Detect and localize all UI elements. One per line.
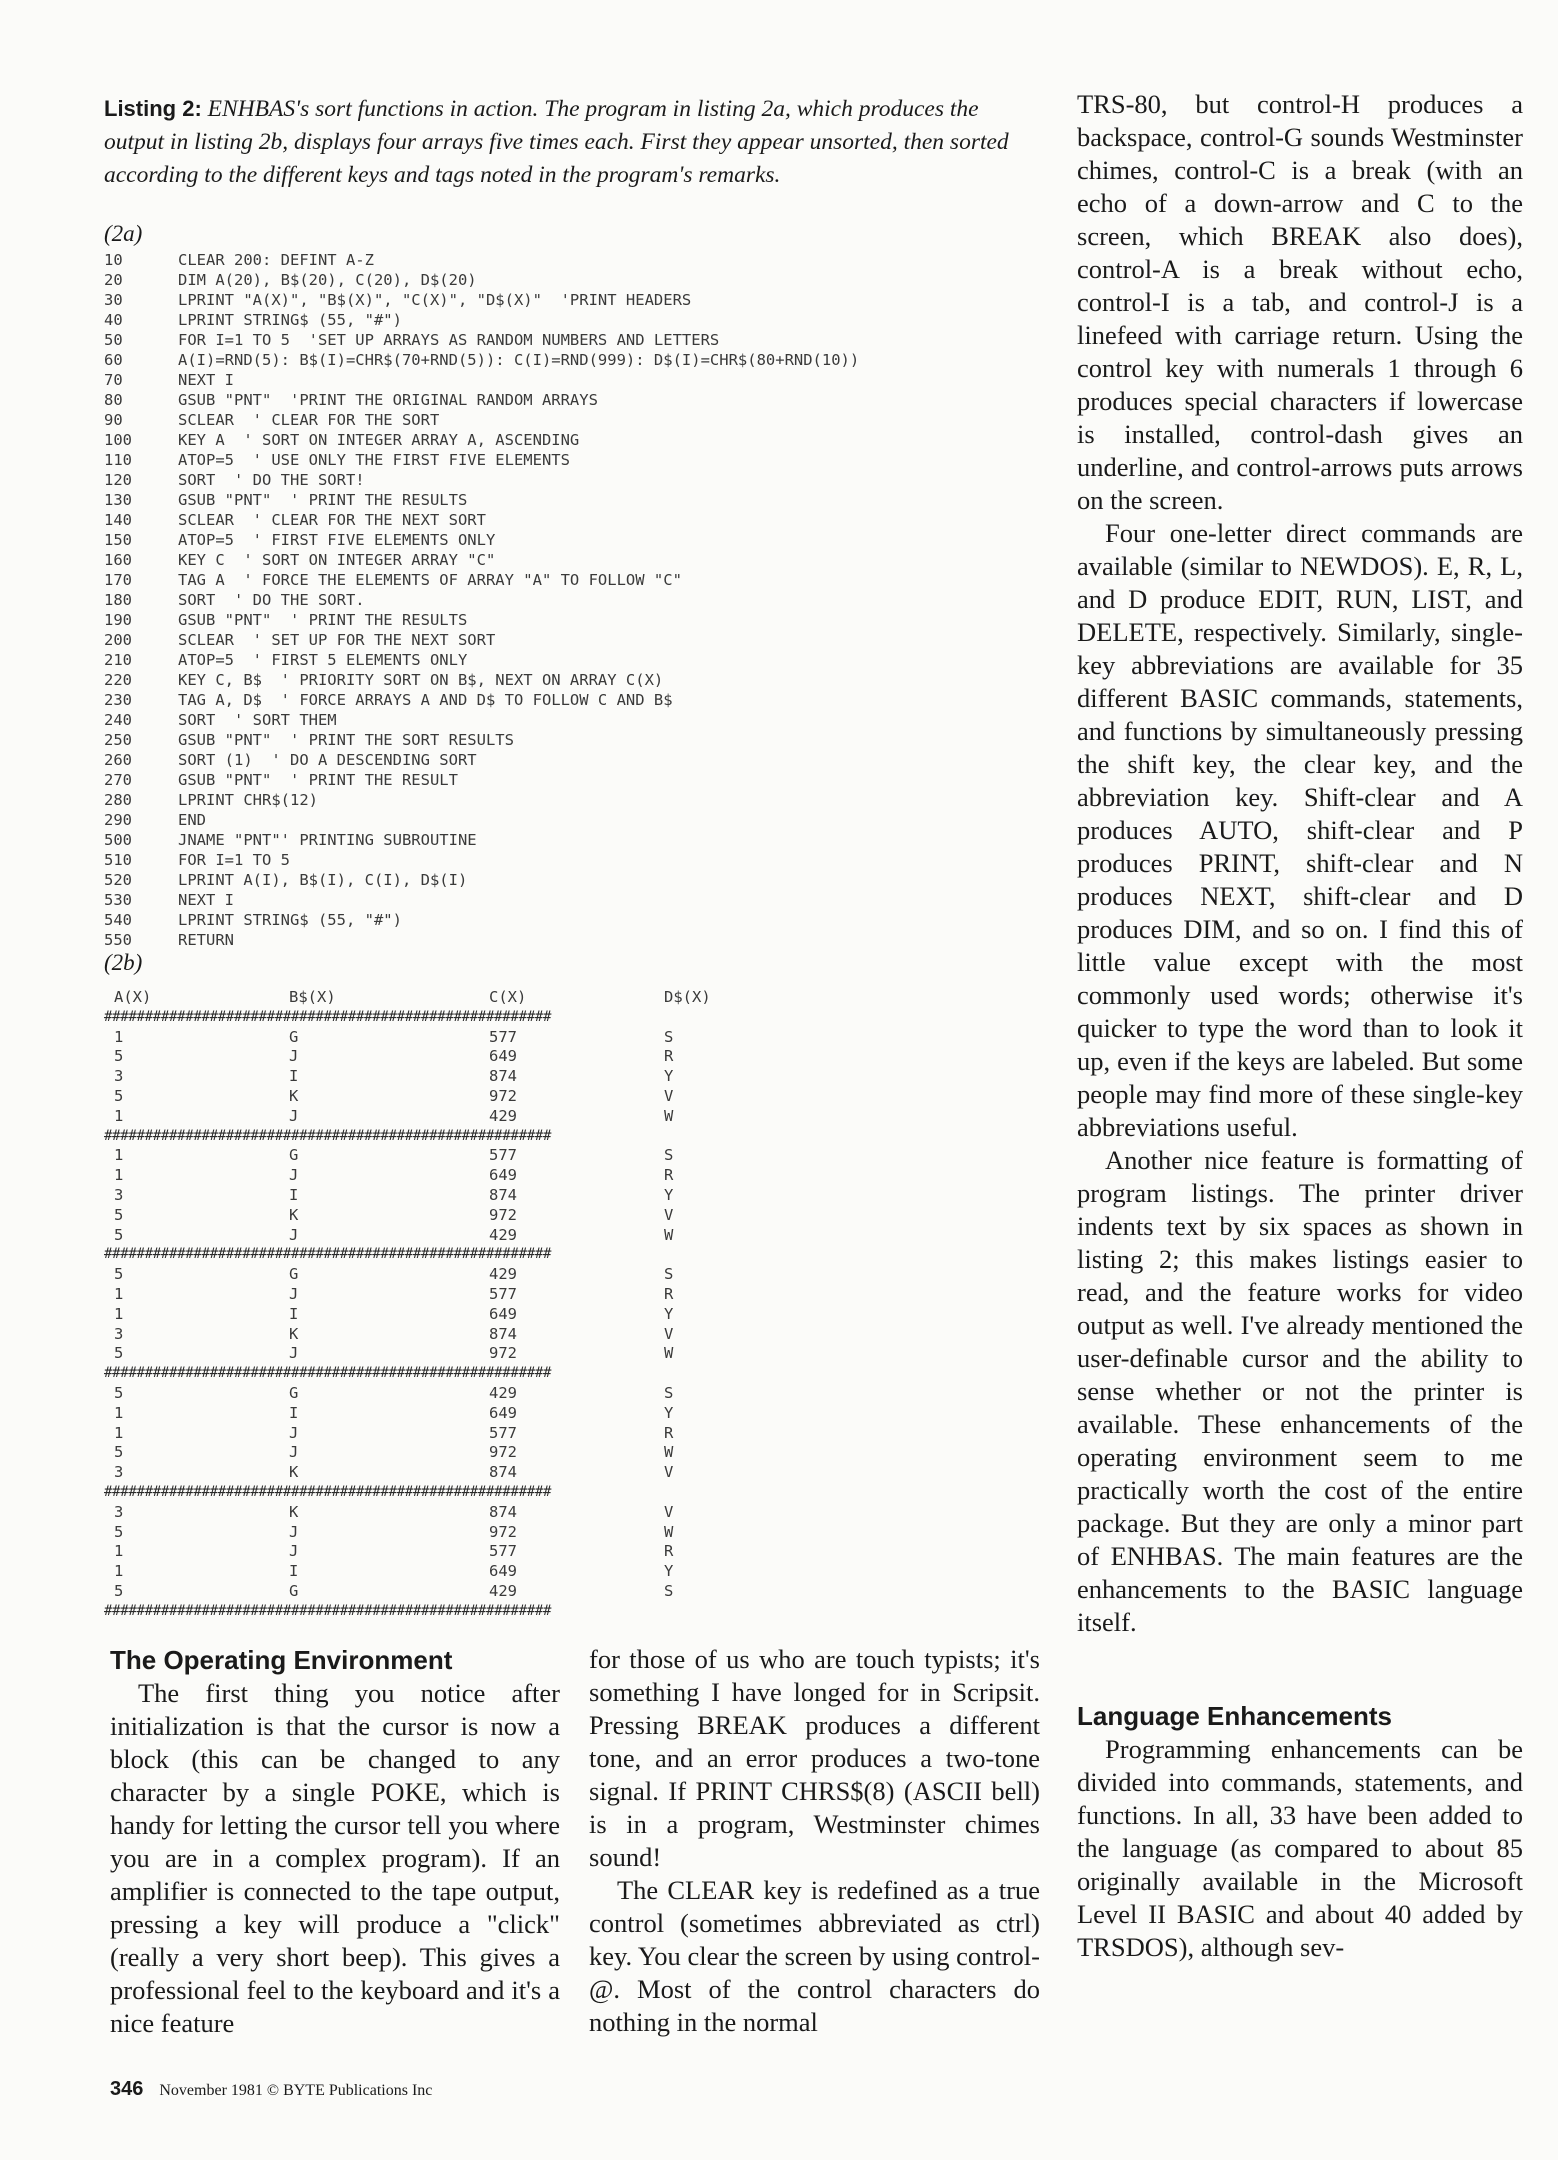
- output-cell: 577: [489, 1027, 517, 1046]
- code-line: [104, 330, 1020, 350]
- output-row: [104, 1047, 1020, 1067]
- output-cell: 429: [489, 1265, 517, 1284]
- output-row: [104, 1443, 1020, 1463]
- output-cell: 1: [114, 1166, 124, 1185]
- line-number: 50: [104, 331, 123, 349]
- code-text: END: [178, 811, 206, 829]
- output-cell: V: [664, 1502, 674, 1521]
- output-cell: 429: [489, 1106, 517, 1125]
- code-line: [104, 510, 1020, 530]
- output-cell: 874: [489, 1324, 517, 1343]
- code-line: [104, 550, 1020, 570]
- code-line: [104, 350, 1020, 370]
- caption-text: ENHBAS's sort functions in action. The program in listing 2a, which produces the output in listing 2b, displays four arrays five times each. First they appear unsorted, then sorted according to the different keys and tags noted in the program's remarks.: [104, 96, 1009, 188]
- output-cell: Y: [664, 1562, 674, 1581]
- code-line: [104, 290, 1020, 310]
- separator-line: #######################################################: [104, 1246, 552, 1263]
- output-row: [104, 988, 1020, 1008]
- code-text: NEXT I: [178, 891, 234, 909]
- code-line: [104, 910, 1020, 930]
- output-cell: S: [664, 1146, 674, 1165]
- line-number: 10: [104, 251, 123, 269]
- program-listing: [104, 250, 1020, 950]
- output-cell: 577: [489, 1284, 517, 1303]
- listing-2a-label: (2a): [104, 221, 143, 246]
- output-cell: 1: [114, 1106, 124, 1125]
- output-cell: A(X): [114, 988, 152, 1006]
- output-cell: 3: [114, 1185, 124, 1204]
- output-row: [104, 1028, 1020, 1048]
- code-line: [104, 850, 1020, 870]
- footer-text: November 1981 © BYTE Publications Inc: [159, 2082, 433, 2099]
- output-cell: C(X): [489, 988, 527, 1006]
- code-line: [104, 770, 1020, 790]
- output-row: [104, 1206, 1020, 1226]
- output-cell: Y: [664, 1185, 674, 1204]
- code-text: ATOP=5 ' FIRST FIVE ELEMENTS ONLY: [178, 531, 496, 549]
- code-text: LPRINT CHR$(12): [178, 791, 318, 809]
- output-cell: J: [289, 1284, 299, 1303]
- output-cell: 1: [114, 1562, 124, 1581]
- code-line: [104, 410, 1020, 430]
- line-number: 30: [104, 291, 123, 309]
- output-row: [104, 1463, 1020, 1483]
- column-3: [1077, 88, 1523, 1964]
- line-number: 60: [104, 351, 123, 369]
- line-number: 530: [104, 891, 132, 909]
- line-number: 240: [104, 711, 132, 729]
- output-cell: 5: [114, 1344, 124, 1363]
- output-cell: K: [289, 1086, 299, 1105]
- output-cell: K: [289, 1502, 299, 1521]
- line-number: 200: [104, 631, 132, 649]
- output-cell: 972: [489, 1205, 517, 1224]
- output-cell: 1: [114, 1284, 124, 1303]
- line-number: 180: [104, 591, 132, 609]
- output-cell: R: [664, 1047, 674, 1066]
- output-cell: D$(X): [664, 988, 711, 1006]
- code-line: [104, 430, 1020, 450]
- output-cell: J: [289, 1106, 299, 1125]
- line-number: 250: [104, 731, 132, 749]
- output-cell: R: [664, 1542, 674, 1561]
- output-cell: 5: [114, 1265, 124, 1284]
- output-cell: S: [664, 1383, 674, 1402]
- section-heading-operating-environment: The Operating Environment: [110, 1645, 453, 1675]
- output-row: [104, 1503, 1020, 1523]
- code-text: TAG A ' FORCE THE ELEMENTS OF ARRAY "A" TO FOLLOW "C": [178, 571, 682, 589]
- line-number: 210: [104, 651, 132, 669]
- code-line: [104, 870, 1020, 890]
- output-row: [104, 1166, 1020, 1186]
- output-row: [104, 1523, 1020, 1543]
- program-output: [104, 988, 1020, 1622]
- output-cell: J: [289, 1344, 299, 1363]
- output-row: [104, 1542, 1020, 1562]
- line-number: 90: [104, 411, 123, 429]
- output-cell: V: [664, 1086, 674, 1105]
- line-number: 40: [104, 311, 123, 329]
- output-cell: Y: [664, 1304, 674, 1323]
- output-cell: 5: [114, 1225, 124, 1244]
- output-cell: 972: [489, 1086, 517, 1105]
- line-number: 220: [104, 671, 132, 689]
- output-cell: S: [664, 1265, 674, 1284]
- listing-2b-label: (2b): [104, 950, 143, 975]
- code-text: SORT ' SORT THEM: [178, 711, 337, 729]
- output-cell: R: [664, 1423, 674, 1442]
- code-line: [104, 450, 1020, 470]
- output-cell: I: [289, 1067, 299, 1086]
- output-row: [104, 1562, 1020, 1582]
- code-line: [104, 810, 1020, 830]
- code-text: KEY A ' SORT ON INTEGER ARRAY A, ASCENDING: [178, 431, 580, 449]
- code-line: [104, 730, 1020, 750]
- line-number: 260: [104, 751, 132, 769]
- code-text: NEXT I: [178, 371, 234, 389]
- output-row: [104, 1305, 1020, 1325]
- line-number: 130: [104, 491, 132, 509]
- output-cell: 3: [114, 1067, 124, 1086]
- code-line: [104, 650, 1020, 670]
- output-cell: J: [289, 1522, 299, 1541]
- output-cell: G: [289, 1383, 299, 1402]
- code-line: [104, 250, 1020, 270]
- page-number: 346: [110, 2078, 144, 2100]
- output-cell: I: [289, 1185, 299, 1204]
- line-number: 70: [104, 371, 123, 389]
- output-cell: 874: [489, 1185, 517, 1204]
- output-cell: 429: [489, 1581, 517, 1600]
- paragraph: Programming enhancements can be divided into commands, statements, and functions. In all, 33 have been added to the language (as compared to about 85 originally available in the Microsoft Level II BASIC and about 40 added by TRSDOS), although sev-: [1077, 1734, 1523, 1962]
- output-cell: 972: [489, 1344, 517, 1363]
- code-line: [104, 370, 1020, 390]
- code-line: [104, 270, 1020, 290]
- code-text: FOR I=1 TO 5 'SET UP ARRAYS AS RANDOM NUMBERS AND LETTERS: [178, 331, 720, 349]
- output-cell: W: [664, 1106, 674, 1125]
- code-text: SCLEAR ' CLEAR FOR THE SORT: [178, 411, 440, 429]
- output-cell: 1: [114, 1403, 124, 1422]
- code-line: [104, 610, 1020, 630]
- output-cell: K: [289, 1205, 299, 1224]
- code-text: KEY C ' SORT ON INTEGER ARRAY "C": [178, 551, 496, 569]
- output-cell: G: [289, 1027, 299, 1046]
- output-cell: V: [664, 1205, 674, 1224]
- output-cell: 1: [114, 1423, 124, 1442]
- code-text: ATOP=5 ' USE ONLY THE FIRST FIVE ELEMENTS: [178, 451, 570, 469]
- code-text: LPRINT STRING$ (55, "#"): [178, 911, 402, 929]
- line-number: 100: [104, 431, 132, 449]
- output-cell: G: [289, 1265, 299, 1284]
- line-number: 550: [104, 931, 132, 949]
- code-line: [104, 750, 1020, 770]
- code-line: [104, 590, 1020, 610]
- code-text: SCLEAR ' CLEAR FOR THE NEXT SORT: [178, 511, 486, 529]
- line-number: 110: [104, 451, 132, 469]
- code-text: SORT (1) ' DO A DESCENDING SORT: [178, 751, 477, 769]
- code-line: [104, 630, 1020, 650]
- output-cell: 3: [114, 1463, 124, 1482]
- code-line: [104, 490, 1020, 510]
- output-row: [104, 1186, 1020, 1206]
- code-line: [104, 310, 1020, 330]
- output-row: [104, 1582, 1020, 1602]
- code-text: SORT ' DO THE SORT.: [178, 591, 365, 609]
- output-cell: 577: [489, 1146, 517, 1165]
- output-cell: Y: [664, 1403, 674, 1422]
- output-cell: 5: [114, 1383, 124, 1402]
- code-line: [104, 690, 1020, 710]
- output-cell: J: [289, 1225, 299, 1244]
- output-cell: 3: [114, 1502, 124, 1521]
- code-text: LPRINT "A(X)", "B$(X)", "C(X)", "D$(X)" 'PRINT HEADERS: [178, 291, 692, 309]
- output-cell: K: [289, 1463, 299, 1482]
- line-number: 510: [104, 851, 132, 869]
- output-cell: K: [289, 1324, 299, 1343]
- line-number: 500: [104, 831, 132, 849]
- paragraph: The CLEAR key is redefined as a true control (sometimes abbreviated as ctrl) key. You clear the screen by using control-@. Most of the control characters do nothing in the normal: [589, 1875, 1040, 2037]
- output-cell: 429: [489, 1383, 517, 1402]
- code-text: GSUB "PNT" ' PRINT THE RESULTS: [178, 611, 468, 629]
- output-cell: 972: [489, 1522, 517, 1541]
- output-cell: 1: [114, 1304, 124, 1323]
- code-text: GSUB "PNT" ' PRINT THE SORT RESULTS: [178, 731, 514, 749]
- output-cell: 5: [114, 1581, 124, 1600]
- code-line: [104, 790, 1020, 810]
- caption-label: Listing 2:: [104, 96, 202, 121]
- line-number: 150: [104, 531, 132, 549]
- section-heading-language-enhancements: Language Enhancements: [1077, 1701, 1392, 1731]
- code-text: SORT ' DO THE SORT!: [178, 471, 365, 489]
- output-row: [104, 1344, 1020, 1364]
- code-text: DIM A(20), B$(20), C(20), D$(20): [178, 271, 477, 289]
- code-text: CLEAR 200: DEFINT A-Z: [178, 251, 374, 269]
- code-text: KEY C, B$ ' PRIORITY SORT ON B$, NEXT ON ARRAY C(X): [178, 671, 664, 689]
- output-cell: R: [664, 1284, 674, 1303]
- output-cell: 5: [114, 1522, 124, 1541]
- code-text: A(I)=RND(5): B$(I)=CHR$(70+RND(5)): C(I)=RND(999): D$(I)=CHR$(80+RND(10)): [178, 351, 860, 369]
- output-cell: 649: [489, 1166, 517, 1185]
- line-number: 170: [104, 571, 132, 589]
- output-row: [104, 1424, 1020, 1444]
- output-cell: 874: [489, 1463, 517, 1482]
- paragraph: for those of us who are touch typists; it's something I have longed for in Scripsit. Pressing BREAK produces a different tone, and an error produces a two-tone signal. If PRINT CHRS$(8) (ASCII bell) is in a program, Westminster chimes sound!: [589, 1644, 1040, 1872]
- output-cell: 1: [114, 1542, 124, 1561]
- output-row: [104, 1384, 1020, 1404]
- output-cell: J: [289, 1166, 299, 1185]
- output-cell: 577: [489, 1423, 517, 1442]
- code-text: SCLEAR ' SET UP FOR THE NEXT SORT: [178, 631, 496, 649]
- code-line: [104, 830, 1020, 850]
- output-cell: 429: [489, 1225, 517, 1244]
- output-cell: G: [289, 1146, 299, 1165]
- output-row: [104, 1325, 1020, 1345]
- code-line: [104, 570, 1020, 590]
- output-row: [104, 1285, 1020, 1305]
- paragraph: TRS-80, but control-H produces a backspace, control-G sounds Westminster chimes, control-C is a break (with an echo of a down-arrow and C to the screen, which BREAK also does), control-A is a break without echo, control-I is a tab, and control-J is a linefeed with carriage return. Using the control key with numerals 1 through 6 produces special characters if lowercase is installed, control-dash gives an underline, and control-arrows puts arrows on the screen.: [1077, 89, 1523, 515]
- output-row: [104, 1226, 1020, 1246]
- output-cell: 5: [114, 1205, 124, 1224]
- output-row: [104, 1087, 1020, 1107]
- output-cell: 972: [489, 1443, 517, 1462]
- line-number: 20: [104, 271, 123, 289]
- line-number: 290: [104, 811, 132, 829]
- output-cell: 874: [489, 1502, 517, 1521]
- line-number: 230: [104, 691, 132, 709]
- output-cell: I: [289, 1562, 299, 1581]
- output-cell: R: [664, 1166, 674, 1185]
- output-cell: 649: [489, 1562, 517, 1581]
- separator-line: #######################################################: [104, 1008, 552, 1025]
- code-line: [104, 710, 1020, 730]
- code-line: [104, 390, 1020, 410]
- output-row: [104, 1067, 1020, 1087]
- output-cell: 5: [114, 1047, 124, 1066]
- separator-line: #######################################################: [104, 1483, 552, 1500]
- output-cell: B$(X): [289, 988, 336, 1006]
- output-cell: G: [289, 1581, 299, 1600]
- code-text: GSUB "PNT" 'PRINT THE ORIGINAL RANDOM ARRAYS: [178, 391, 598, 409]
- code-line: [104, 670, 1020, 690]
- separator-line: #######################################################: [104, 1127, 552, 1144]
- code-text: JNAME "PNT"' PRINTING SUBROUTINE: [178, 831, 477, 849]
- code-line: [104, 530, 1020, 550]
- output-cell: 649: [489, 1403, 517, 1422]
- output-row: [104, 1146, 1020, 1166]
- output-row: [104, 1404, 1020, 1424]
- page-footer: [110, 2078, 432, 2101]
- output-row: [104, 1107, 1020, 1127]
- line-number: 540: [104, 911, 132, 929]
- line-number: 270: [104, 771, 132, 789]
- code-text: LPRINT STRING$ (55, "#"): [178, 311, 402, 329]
- code-text: RETURN: [178, 931, 234, 949]
- line-number: 120: [104, 471, 132, 489]
- output-cell: I: [289, 1304, 299, 1323]
- output-cell: W: [664, 1344, 674, 1363]
- output-cell: 1: [114, 1027, 124, 1046]
- output-cell: W: [664, 1522, 674, 1541]
- code-text: GSUB "PNT" ' PRINT THE RESULTS: [178, 491, 468, 509]
- output-cell: S: [664, 1581, 674, 1600]
- line-number: 160: [104, 551, 132, 569]
- line-number: 140: [104, 511, 132, 529]
- output-cell: 3: [114, 1324, 124, 1343]
- output-cell: Y: [664, 1067, 674, 1086]
- paragraph: Four one-letter direct commands are available (similar to NEWDOS). E, R, L, and D produce EDIT, RUN, LIST, and DELETE, respectively. Similarly, single-key abbreviations are available for 35 different BASIC commands, statements, and functions by simultaneously pressing the shift key, the clear key, and the abbreviation key. Shift-clear and A produces AUTO, shift-clear and P produces PRINT, shift-clear and N produces NEXT, shift-clear and D produces DIM, and so on. I find this of little value except with the most commonly used words; otherwise it's quicker to type the word than to look it up, even if the keys are labeled. But some people may find more of these single-key abbreviations useful.: [1077, 518, 1523, 1142]
- code-line: [104, 470, 1020, 490]
- output-cell: V: [664, 1324, 674, 1343]
- line-number: 190: [104, 611, 132, 629]
- code-line: [104, 930, 1020, 950]
- output-cell: J: [289, 1047, 299, 1066]
- code-text: TAG A, D$ ' FORCE ARRAYS A AND D$ TO FOLLOW C AND B$: [178, 691, 673, 709]
- code-line: [104, 890, 1020, 910]
- output-cell: 649: [489, 1304, 517, 1323]
- line-number: 80: [104, 391, 123, 409]
- output-cell: J: [289, 1443, 299, 1462]
- code-text: FOR I=1 TO 5: [178, 851, 290, 869]
- output-cell: W: [664, 1443, 674, 1462]
- line-number: 520: [104, 871, 132, 889]
- paragraph: The first thing you notice after initialization is that the cursor is now a block (this can be changed to any character by a single POKE, which is handy for letting the cursor tell you where you are in a complex program). If an amplifier is connected to the tape output, pressing a key will produce a "click" (really a very short beep). This gives a professional feel to the keyboard and it's a nice feature: [110, 1678, 560, 2038]
- output-cell: 5: [114, 1086, 124, 1105]
- code-text: ATOP=5 ' FIRST 5 ELEMENTS ONLY: [178, 651, 468, 669]
- column-2: [589, 1643, 1040, 2039]
- output-cell: 649: [489, 1047, 517, 1066]
- listing-caption: [104, 92, 1020, 192]
- code-text: LPRINT A(I), B$(I), C(I), D$(I): [178, 871, 468, 889]
- output-cell: I: [289, 1403, 299, 1422]
- separator-line: #######################################################: [104, 1365, 552, 1382]
- code-text: GSUB "PNT" ' PRINT THE RESULT: [178, 771, 458, 789]
- line-number: 280: [104, 791, 132, 809]
- output-cell: 5: [114, 1443, 124, 1462]
- output-cell: S: [664, 1027, 674, 1046]
- output-cell: 577: [489, 1542, 517, 1561]
- output-cell: W: [664, 1225, 674, 1244]
- output-cell: V: [664, 1463, 674, 1482]
- output-cell: 1: [114, 1146, 124, 1165]
- column-1: [110, 1643, 560, 2040]
- separator-line: #######################################################: [104, 1602, 552, 1619]
- output-cell: J: [289, 1423, 299, 1442]
- paragraph: Another nice feature is formatting of program listings. The printer driver indents text by six spaces as shown in listing 2; this makes listings easier to read, and the feature works for video output as well. I've already mentioned the user-definable cursor and the ability to sense whether or not the printer is available. These enhancements of the operating environment seem to me practically worth the cost of the entire package. But they are only a minor part of ENHBAS. The main features are the enhancements to the BASIC language itself.: [1077, 1145, 1523, 1637]
- output-row: [104, 1265, 1020, 1285]
- output-cell: J: [289, 1542, 299, 1561]
- output-cell: 874: [489, 1067, 517, 1086]
